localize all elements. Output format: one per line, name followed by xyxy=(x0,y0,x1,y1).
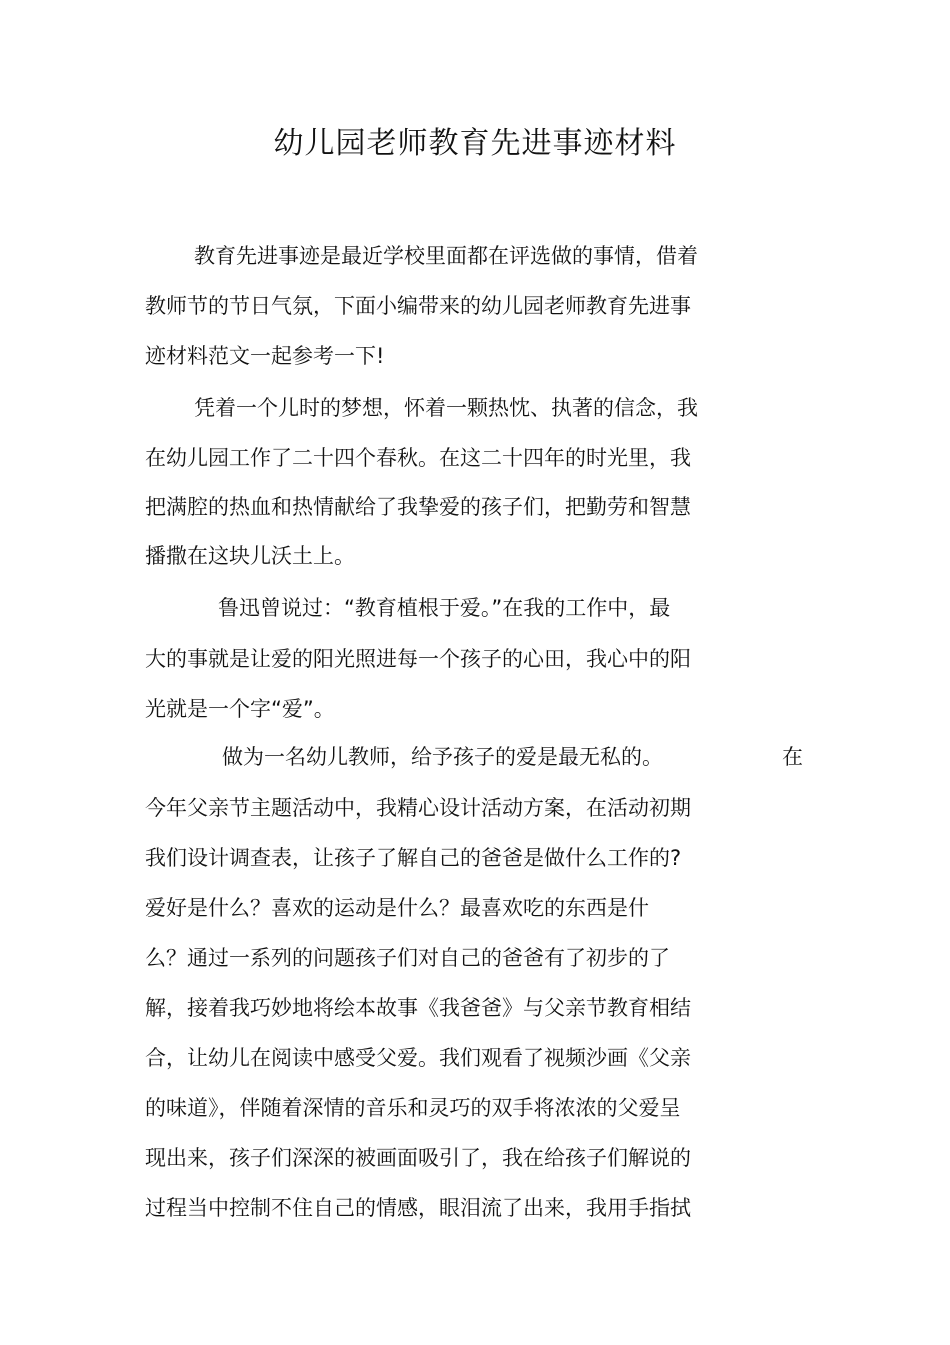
paragraph-line: 在 xyxy=(782,745,803,769)
paragraph-line: 播撒在这块儿沃土上。 xyxy=(145,544,355,568)
paragraph-line: 大的事就是让爱的阳光照进每一个孩子的心田，我心中的阳 xyxy=(145,647,691,671)
paragraph-line: 把满腔的热血和热情献给了我挚爱的孩子们，把勤劳和智慧 xyxy=(145,495,691,519)
paragraph-line: 光就是一个字“爱”。 xyxy=(145,697,335,721)
paragraph-line: 我们设计调查表，让孩子了解自己的爸爸是做什么工作的? xyxy=(145,846,682,870)
paragraph-line: 解，接着我巧妙地将绘本故事《我爸爸》与父亲节教育相结 xyxy=(145,996,691,1020)
paragraph-line: 教师节的节日气氛，下面小编带来的幼儿园老师教育先进事 xyxy=(145,294,691,318)
paragraph-line: 鲁迅曾说过：“教育植根于爱。”在我的工作中，最 xyxy=(218,596,671,620)
paragraph-line: 么？通过一系列的问题孩子们对自己的爸爸有了初步的了 xyxy=(145,946,670,970)
paragraph-line: 的味道》，伴随着深情的音乐和灵巧的双手将浓浓的父爱呈 xyxy=(145,1096,681,1120)
paragraph-line: 过程当中控制不住自己的情感，眼泪流了出来，我用手指拭 xyxy=(145,1196,691,1220)
paragraph-line: 爱好是什么？喜欢的运动是什么？最喜欢吃的东西是什 xyxy=(145,896,649,920)
paragraph-line: 今年父亲节主题活动中，我精心设计活动方案，在活动初期 xyxy=(145,796,691,820)
paragraph-line: 合，让幼儿在阅读中感受父爱。我们观看了视频沙画《父亲 xyxy=(145,1046,691,1070)
paragraph-line: 教育先进事迹是最近学校里面都在评选做的事情，借着 xyxy=(194,244,698,268)
paragraph-line: 凭着一个儿时的梦想，怀着一颗热忱、执著的信念，我 xyxy=(194,396,698,420)
paragraph-line: 现出来，孩子们深深的被画面吸引了，我在给孩子们解说的 xyxy=(145,1146,691,1170)
paragraph-line: 在幼儿园工作了二十四个春秋。在这二十四年的时光里，我 xyxy=(145,446,691,470)
paragraph-line: 做为一名幼儿教师，给予孩子的爱是最无私的。 xyxy=(222,745,663,769)
document-title: 幼儿园老师教育先进事迹材料 xyxy=(273,126,677,161)
paragraph-line: 迹材料范文一起参考一下! xyxy=(145,344,385,368)
